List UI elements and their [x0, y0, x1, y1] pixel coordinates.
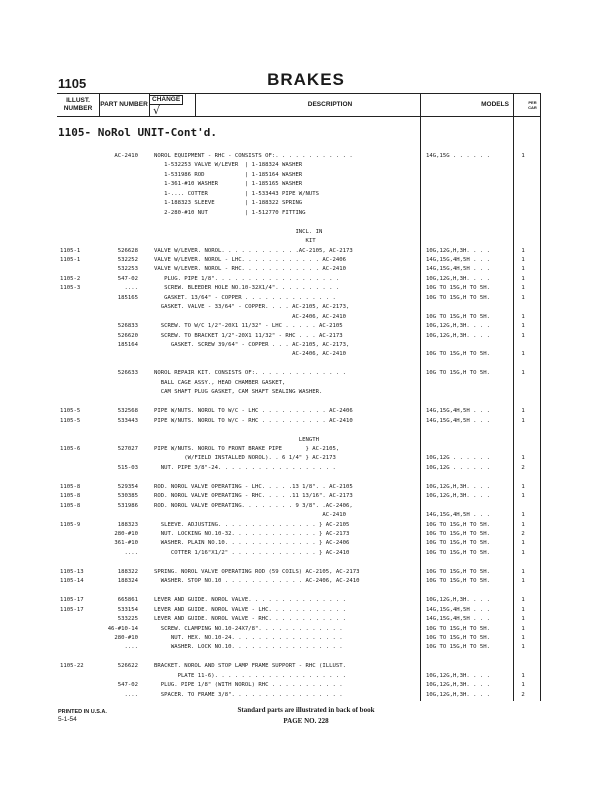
part-number: 529354: [117, 483, 138, 490]
models: 10G TO 15G,H TO 5H.: [426, 370, 490, 377]
divider-part: [149, 93, 150, 116]
change-checkmark: √: [153, 104, 161, 117]
models: 14G,15G,4H,5H . . .: [426, 417, 490, 424]
models: 10G,12G,H,3H. . . .: [426, 483, 490, 490]
description: AC-2406, AC-2410: [154, 313, 346, 320]
col-part-header: PART NUMBER: [100, 101, 148, 108]
quantity: 1: [521, 483, 525, 490]
footer-note: Standard parts are illustrated in back of book: [237, 706, 375, 714]
part-number: 533154: [117, 606, 138, 613]
illus-number: 1105-8: [60, 502, 81, 509]
illus-number: 1105-22: [60, 663, 84, 670]
models: 10G,12G . . . . . .: [426, 464, 490, 471]
part-number: 526633: [117, 370, 138, 377]
description: PLATE 11-6). . . . . . . . . . . . . . . . . . . .: [154, 672, 346, 679]
description: (W/FIELD INSTALLED NOROL). . 6 1/4" } AC-2173: [154, 455, 336, 462]
description: WASHER. STOP NO.10 . . . . . . . . . . . . AC-2406, AC-2410: [154, 578, 360, 585]
description: 1-532253 VALVE W/LEVER | 1-188324 WASHER: [154, 162, 303, 169]
illus-number: 1105-3: [60, 285, 81, 292]
description: GASKET. SCREW 39/64" - COPPER . . . AC-2105, AC-2173,: [154, 342, 350, 348]
quantity: 1: [521, 332, 525, 339]
quantity: 2: [521, 531, 525, 537]
illus-number: 1105-1: [60, 247, 81, 254]
quantity: 1: [521, 266, 525, 273]
quantity: 1: [521, 549, 525, 556]
page-number: PAGE NO. 228: [283, 717, 329, 725]
models: 10G TO 15G,H TO 5H.: [426, 568, 490, 575]
models: 10G TO 15G,H TO 5H.: [426, 294, 490, 301]
description: PLUG. PIPE 1/8". . . . . . . . . . . . . . . . . . .: [154, 275, 340, 282]
quantity: 2: [521, 691, 525, 698]
description: SPRING. NOROL VALVE OPERATING ROD (59 COILS) AC-2105, AC-2173: [154, 568, 360, 575]
part-number: 280-#10: [114, 634, 138, 641]
illus-number: 1105-9: [60, 521, 81, 528]
description: ROD. NOROL VALVE OPERATING - LHC. . . . .13 1/8". . AC-2105: [154, 483, 353, 490]
models: 10G TO 15G,H TO 5H.: [426, 313, 490, 320]
part-number: 526628: [117, 247, 138, 254]
description: PIPE W/NUTS. NOROL TO FRONT BRAKE PIPE } AC-2105,: [154, 445, 340, 452]
quantity: 1: [521, 275, 525, 282]
quantity: 1: [521, 417, 525, 424]
part-number: 185165: [117, 294, 138, 301]
part-number: 515-03: [117, 464, 138, 471]
quantity: 1: [521, 625, 525, 632]
part-number: 532253: [117, 266, 138, 273]
models: 10G TO 15G,H TO 5H.: [426, 644, 490, 651]
quantity: 1: [521, 644, 525, 651]
part-number: AC-2410: [114, 153, 138, 159]
col-illus-header: ILLUST. NUMBER: [63, 97, 93, 112]
quantity: 1: [521, 247, 525, 254]
description: ROD. NOROL VALVE OPERATING. . . . . . . . 9 3/8". .AC-2406,: [154, 502, 353, 509]
description: VALVE W/LEVER. NOROL. . . . . . . . . . . .AC-2105, AC-2173: [154, 247, 353, 254]
part-number: 188324: [117, 578, 138, 585]
quantity: 1: [521, 521, 525, 528]
description: NUT. PIPE 3/8"-24. . . . . . . . . . . . . . . . . .: [154, 464, 336, 471]
illus-number: 1105-8: [60, 493, 81, 500]
part-number: 665861: [117, 597, 138, 604]
description: VALVE W/LEVER. NOROL - LHC. . . . . . . . . . . . AC-2406: [154, 256, 346, 263]
part-number: 361-#10: [114, 540, 138, 547]
models: 14G,15G,4H,5H . . .: [426, 266, 490, 273]
part-number: 526833: [117, 323, 138, 330]
part-number: 188322: [117, 568, 138, 575]
description: 2-280-#10 NUT | 1-512770 FITTING: [154, 209, 306, 216]
description: 1-.... COTTER | 1-533443 PIPE W/NUTS: [154, 190, 320, 197]
description: LEVER AND GUIDE. NOROL VALVE - RHC. . . . . . . . . . . .: [154, 616, 346, 623]
illus-number: 1105-1: [60, 256, 81, 263]
quantity: 1: [521, 682, 525, 689]
description: GASKET. VALVE - 33/64" - COPPER. . . . AC-2105, AC-2173,: [154, 304, 350, 311]
models: 10G,12G,H,3H. . . .: [426, 493, 490, 500]
illus-number: 1105-8: [60, 483, 81, 490]
part-number: 526620: [117, 332, 138, 339]
description: KIT: [154, 238, 316, 245]
models: 10G,12G,H,3H. . . .: [426, 597, 490, 604]
models: 14G,15G . . . . . .: [426, 153, 490, 159]
description: GASKET. 13/64" - COPPER . . . . . . . . . . . . . .: [154, 294, 336, 301]
models: 14G,15G,4H,5H . . .: [426, 256, 490, 263]
footer-date: 5-1-54: [58, 716, 77, 723]
quantity: 1: [521, 672, 525, 679]
quantity: 1: [521, 323, 525, 330]
description: PLUG. PIPE 1/8" (WITH NOROL) RHC . . . . . . . . . . .: [154, 682, 343, 689]
description: NOROL REPAIR KIT. CONSISTS OF:. . . . . . . . . . . . . .: [154, 370, 346, 377]
part-number: 526622: [117, 663, 138, 670]
models: 10G,12G,H,3H. . . .: [426, 323, 490, 330]
description: WASHER. PLAIN NO.10. . . . . . . . . . . . . . } AC-2406: [154, 540, 350, 547]
description: VALVE W/LEVER. NOROL - RHC. . . . . . . . . . . . AC-2410: [154, 266, 346, 273]
quantity: 1: [521, 153, 525, 159]
models: 10G TO 15G,H TO 5H.: [426, 351, 490, 358]
description: 1-188323 SLEEVE | 1-188322 SPRING: [154, 200, 303, 207]
models: 14G,15G,4H,5H . . .: [426, 616, 490, 623]
models: 10G,12G,H,3H. . . .: [426, 275, 490, 282]
col-desc-header: DESCRIPTION: [307, 101, 353, 108]
part-number: 188323: [117, 521, 138, 528]
part-number: 530385: [117, 493, 138, 500]
models: 10G TO 15G,H TO 5H.: [426, 540, 490, 547]
illus-number: 1105-2: [60, 275, 81, 282]
quantity: 1: [521, 606, 525, 613]
description: CAM SHAFT PLUG GASKET, CAM SHAFT SEALING WASHER.: [154, 389, 323, 396]
part-number: 532252: [117, 256, 138, 263]
description: AC-2406, AC-2410: [154, 351, 346, 358]
description: SPACER. TO FRAME 3/8". . . . . . . . . . . . . . . . .: [154, 691, 343, 698]
quantity: 1: [521, 616, 525, 623]
models: 10G,12G,H,3H. . . .: [426, 672, 490, 679]
page-title: BRAKES: [267, 70, 345, 89]
illus-number: 1105-6: [60, 445, 81, 452]
models: 10G,12G . . . . . .: [426, 455, 490, 462]
description: SCREW. TO BRACKET 1/2"-20X1 11/32" - RHC . . . AC-2173: [154, 332, 343, 339]
quantity: 1: [521, 568, 525, 575]
part-number: ....: [124, 644, 138, 651]
models: 14G,15G,4H,5H . . .: [426, 512, 490, 519]
quantity: 1: [521, 540, 525, 547]
part-number: 533225: [117, 616, 138, 623]
part-number: 46-#10-14: [107, 625, 138, 632]
description: 1-531986 ROD | 1-185164 WASHER: [154, 171, 303, 178]
part-number: 531986: [117, 502, 138, 509]
description: SCREW. BLEEDER HOLE NO.10-32X1/4". . . . . . . . . .: [154, 285, 340, 292]
models: 10G TO 15G,H TO 5H.: [426, 531, 490, 537]
description: LEVER AND GUIDE. NOROL VALVE - LHC. . . . . . . . . . . .: [154, 606, 346, 613]
description: PIPE W/NUTS. NOROL TO W/C - RHC . . . . . . . . . . AC-2410: [154, 417, 353, 424]
models: 14G,15G,4H,5H . . .: [426, 408, 490, 415]
description: BALL CAGE ASSY., HEAD CHAMBER GASKET,: [154, 379, 286, 386]
quantity: 1: [521, 256, 525, 263]
description: ROD. NOROL VALVE OPERATING - RHC. . . . .11 13/16". AC-2173: [154, 493, 353, 500]
illus-number: 1105-17: [60, 597, 84, 604]
quantity: 1: [521, 597, 525, 604]
description: BRACKET. NOROL AND STOP LAMP FRAME SUPPORT - RHC (ILLUST.: [154, 663, 346, 670]
footer-printed: PRINTED IN U.S.A.: [58, 709, 107, 715]
illus-number: 1105-14: [60, 578, 84, 585]
table-header: [57, 93, 540, 117]
description: AC-2410: [154, 512, 346, 519]
quantity: 1: [521, 634, 525, 641]
part-number: ....: [124, 285, 138, 292]
models: 10G TO 15G,H TO 5H.: [426, 549, 490, 556]
models: 10G TO 15G,H TO 5H.: [426, 285, 490, 292]
illus-number: 1105-5: [60, 408, 81, 415]
quantity: 1: [521, 493, 525, 500]
part-number: 547-02: [117, 682, 138, 689]
col-change-label: CHANGE: [149, 95, 183, 105]
models: 10G TO 15G,H TO 5H.: [426, 634, 490, 641]
models: 10G,12G,H,3H. . . .: [426, 691, 490, 698]
part-number: 532568: [117, 408, 138, 415]
description: NOROL EQUIPMENT - RHC - CONSISTS OF:. . . . . . . . . . . .: [154, 153, 353, 159]
quantity: 1: [521, 578, 525, 585]
section-number: 1105: [58, 76, 87, 91]
models: 10G TO 15G,H TO 5H.: [426, 578, 490, 585]
models: 10G,12G,H,3H. . . .: [426, 247, 490, 254]
description: PIPE W/NUTS. NOROL TO W/C - LHC . . . . . . . . . . AC-2406: [154, 408, 353, 415]
models: 10G TO 15G,H TO 5H.: [426, 521, 490, 528]
section-heading: 1105- NoRol UNIT-Cont'd.: [58, 126, 217, 139]
table-row: [0, 690, 612, 700]
col-models-header: MODELS: [481, 101, 509, 108]
divider-change: [195, 93, 196, 116]
quantity: 1: [521, 455, 525, 462]
illus-number: 1105-13: [60, 568, 84, 575]
description: LEVER AND GUIDE. NOROL VALVE. . . . . . . . . . . . . . .: [154, 597, 346, 604]
quantity: 1: [521, 512, 525, 519]
models: 10G,12G,H,3H. . . .: [426, 682, 490, 689]
part-number: ....: [124, 549, 138, 556]
description: COTTER 1/16"X1/2" . . . . . . . . . . . . . } AC-2410: [154, 549, 350, 556]
models: 10G,12G,H,3H. . . .: [426, 332, 490, 339]
quantity: 1: [521, 351, 525, 358]
description: SLEEVE. ADJUSTING. . . . . . . . . . . . . . . } AC-2105: [154, 521, 350, 528]
quantity: 1: [521, 294, 525, 301]
description: NUT. LOCKING NO.10-32. . . . . . . . . . . . . } AC-2173: [154, 531, 350, 537]
description: SCREW. TO W/C 1/2"-20X1 11/32" - LHC . . . . . AC-2105: [154, 323, 343, 330]
quantity: 1: [521, 313, 525, 320]
models: 10G TO 15G,H TO 5H.: [426, 625, 490, 632]
quantity: 1: [521, 408, 525, 415]
quantity: 1: [521, 285, 525, 292]
description: INCL. IN: [154, 228, 323, 235]
part-number: 547-02: [117, 275, 138, 282]
part-number: ....: [124, 691, 138, 698]
description: WASHER. LOCK NO.10. . . . . . . . . . . . . . . . .: [154, 644, 343, 651]
part-number: 533443: [117, 417, 138, 424]
quantity: 2: [521, 464, 525, 471]
quantity: 1: [521, 370, 525, 377]
part-number: 280-#10: [114, 531, 138, 537]
divider-illus: [99, 93, 100, 116]
description: SCREW. CLAMPING NO.10-24X7/8". . . . . . . . . . . . .: [154, 625, 343, 632]
part-number: 185164: [117, 342, 138, 348]
illus-number: 1105-17: [60, 606, 84, 613]
models: 14G,15G,4H,5H . . .: [426, 606, 490, 613]
col-qty-header: PER CAR: [528, 100, 537, 110]
description: 1-361-#10 WASHER | 1-185165 WASHER: [154, 181, 303, 188]
description: LENGTH: [154, 436, 320, 443]
description: NUT. HEX. NO.10-24. . . . . . . . . . . . . . . . .: [154, 634, 343, 641]
part-number: 527027: [117, 445, 138, 452]
illus-number: 1105-5: [60, 417, 81, 424]
